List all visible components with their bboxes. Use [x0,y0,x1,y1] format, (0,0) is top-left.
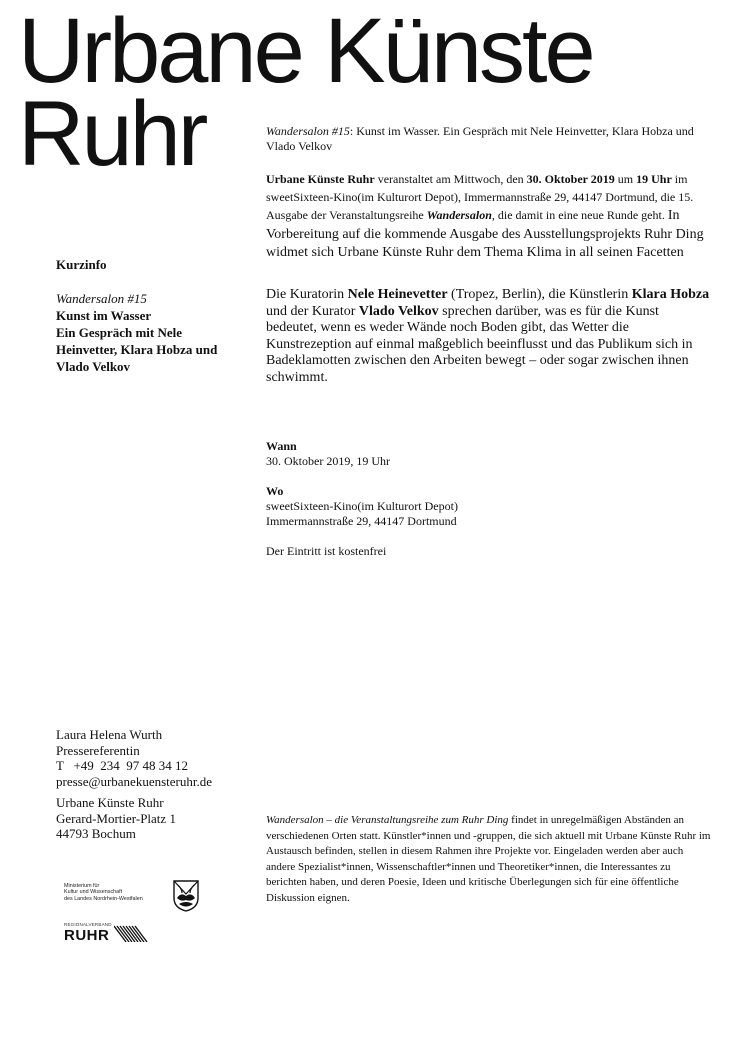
speaker-1: Nele Heinevetter [347,287,448,302]
title-line-2: Ruhr [18,83,206,185]
title-line-1: Urbane Künste [18,0,593,102]
org-name: Urbane Künste Ruhr [266,172,375,186]
rvr-big-text: RUHR [64,927,110,944]
speaker-3: Vlado Velkov [358,303,439,319]
para2-text-2: (Tropez, Berlin), die Künstlerin [447,287,632,302]
contact-org: Urbane Künste Ruhr [56,795,164,810]
kurzinfo-heading: Kurzinfo [56,257,107,272]
kurzinfo-series: Wandersalon #15 [56,291,147,306]
footer-text: findet in unregelmäßigen Abständen an verschiedenen Orten statt. Künstler*innen und -gruppen, die sich aktuell mit Urbane Künste Ruhr im Austausch befinden, stellen in diesem Rahmen ihre Projekte vor. Eingeladen werden aber auch andere Spezialist*innen, Wissenschaftler*innen und Theoretiker*innen, die Interessantes zu berichten haben, und deren Poesie, Ideen und kritische Überlegungen sich für eine öffentliche Diskussion eignen. [266,814,711,904]
intro-paragraph [266,124,710,154]
ministry-line-2: Kultur und Wissenschaft [64,889,123,896]
event-date: 30. Oktober 2019 [526,172,615,186]
wann-label: Wann [266,439,297,453]
rvr-logo [64,922,154,946]
entry-note: Der Eintritt ist kostenfrei [266,544,387,558]
press-contact [56,727,256,842]
para2-text-3: und der Kurator [266,303,359,319]
para1-text-4: , die damit in eine neue Runde geht. [491,208,668,222]
contact-email[interactable]: presse@urbanekuensteruhr.de [56,773,212,789]
footer-italic: Wandersalon – die Veranstaltungsreihe zum Ruhr Ding [266,814,509,826]
series-name: Wandersalon [426,208,492,222]
contact-city: 44793 Bochum [56,826,136,841]
contact-street: Gerard-Mortier-Platz 1 [56,810,176,826]
ministry-line-1: Ministerium für [64,883,100,889]
ministry-logo [56,880,206,914]
rvr-stripes-icon [114,924,148,942]
kurzinfo-line-1: Kunst im Wasser [56,308,152,323]
wo-label: Wo [266,484,284,498]
para1-text-3: im sweetSixteen-Kino(im Kulturort Depot), Immermannstraße 29, 44147 Dortmund, die 15. Ausgabe der Veranstaltungsreihe [266,172,694,222]
ministry-line-3: des Landes Nordrhein-Westfalen [64,895,143,902]
wann-value: 30. Oktober 2019, 19 Uhr [266,454,390,468]
speaker-2: Klara Hobza [631,287,710,302]
wo-line-1: sweetSixteen-Kino(im Kulturort Depot) [266,499,458,513]
nrw-crest-icon [173,880,199,912]
paragraph-speakers [266,287,710,386]
footer-paragraph [266,813,714,907]
details-block [266,439,710,559]
contact-name: Laura Helena Wurth [56,727,163,742]
rvr-small-text: REGIONALVERBAND [64,922,112,927]
para1-text-5: In Vorbereitung auf die kommende Ausgabe des Ausstellungsprojekts Ruhr Ding widmet sich Urbane Künste Ruhr dem Thema Klima in all seinen Facetten [266,208,704,260]
paragraph-announcement [266,170,710,262]
event-time: 19 Uhr [636,172,672,186]
para2-text-4: sprechen darüber, was es für die Kunst bedeutet, wenn es weder Wände noch Boden gibt, das Wetter die Kunstrezeption auf einmal maßgeblich beeinflusst und das Publikum sich in Badeklamotten zwischen den Arbeiten bewegt – oder sogar zwischen ihnen schwimmt. [266,303,693,385]
wo-line-2: Immermannstraße 29, 44147 Dortmund [266,514,457,528]
para1-text-1: veranstaltet am Mittwoch, den [374,172,527,186]
contact-phone: T +49 234 97 48 34 12 [56,758,189,773]
intro-rest: : Kunst im Wasser. Ein Gespräch mit Nele Heinvetter, Klara Hobza und Vlado Velkov [266,124,694,153]
contact-role: Pressereferentin [56,742,140,758]
kurzinfo-line-2: Ein Gespräch mit Nele Heinvetter, Klara Hobza und Vlado Velkov [56,325,218,374]
kurzinfo-block [56,256,246,375]
intro-series: Wandersalon #15 [266,124,350,138]
para2-text-1: Die Kuratorin [266,287,348,302]
para1-text-2: um [614,172,637,186]
